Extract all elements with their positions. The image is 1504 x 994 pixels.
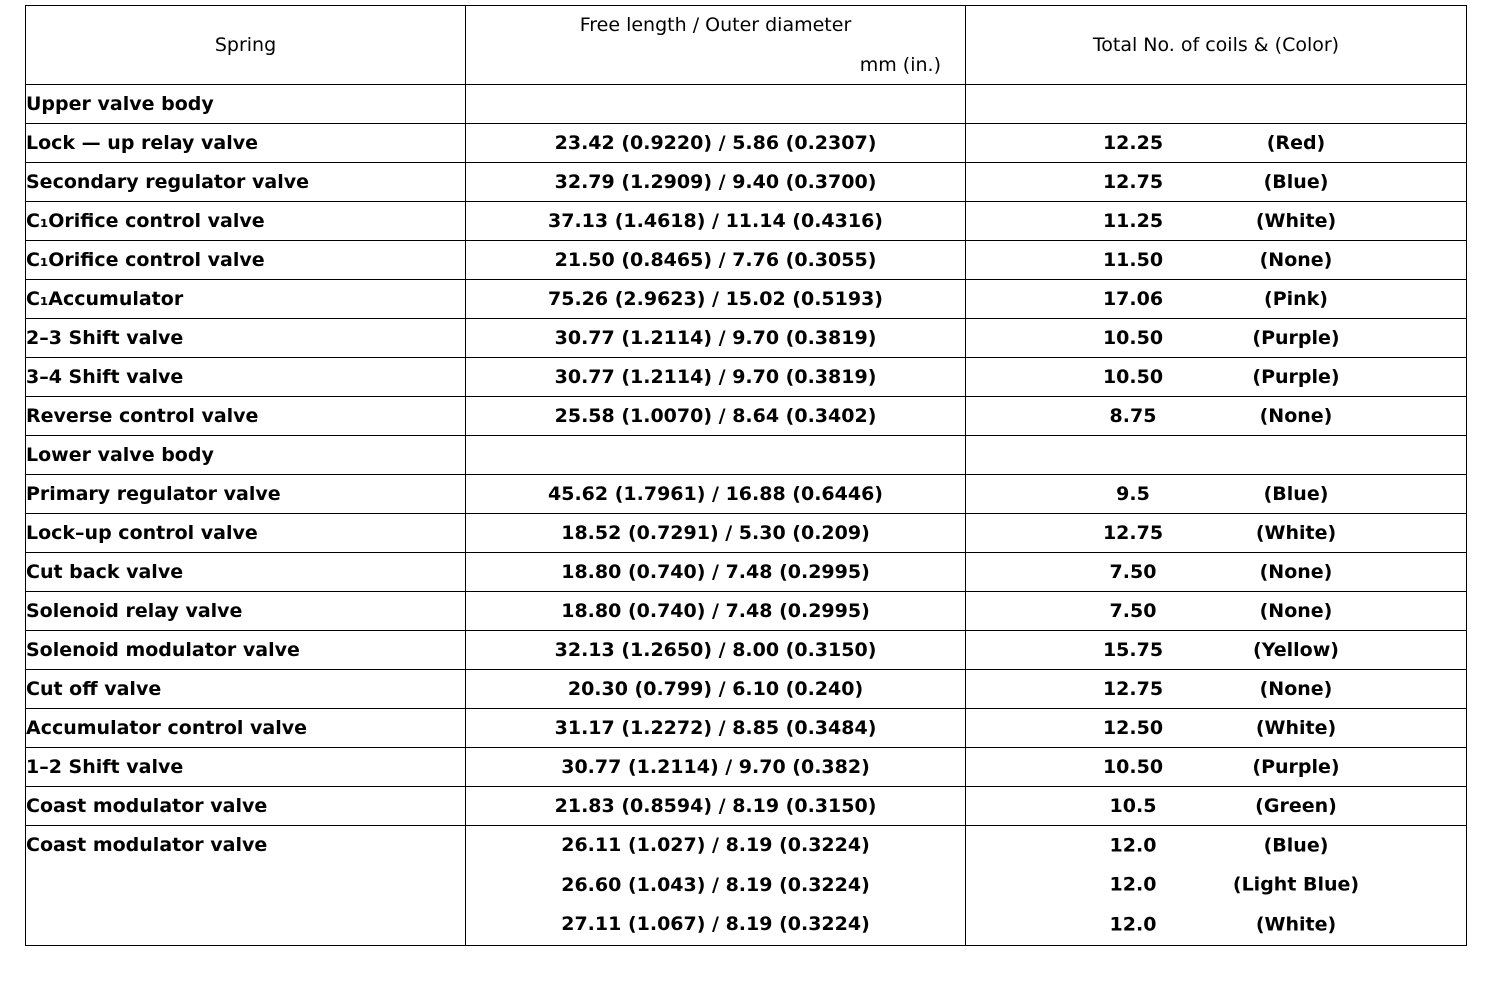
coil-count: 10.50 [1102, 756, 1164, 778]
free-length-diameter: 37.13 (1.4618) / 11.14 (0.4316) [466, 202, 966, 241]
spring-name: Reverse control valve [26, 397, 466, 436]
spring-name: Solenoid relay valve [26, 592, 466, 631]
free-length-diameter: 18.52 (0.7291) / 5.30 (0.209) [466, 514, 966, 553]
spring-color: (Pink) [1264, 288, 1328, 310]
header-spring: Spring [26, 6, 466, 85]
free-length-diameter: 30.77 (1.2114) / 9.70 (0.3819) [466, 358, 966, 397]
spring-name: Coast modulator valve [26, 787, 466, 826]
table-row [26, 826, 1467, 946]
dims-line: 27.11 (1.067) / 8.19 (0.3224) [561, 913, 870, 935]
coils-color-cell [966, 514, 1467, 553]
free-length-diameter [466, 826, 966, 946]
header-unit-label: mm (in.) [859, 54, 941, 76]
table-row [26, 124, 1467, 163]
spring-name: Solenoid modulator valve [26, 631, 466, 670]
spring-color: (None) [1259, 405, 1333, 427]
free-length-diameter: 21.50 (0.8465) / 7.76 (0.3055) [466, 241, 966, 280]
coils-color-cell [966, 826, 1467, 946]
free-length-diameter: 75.26 (2.9623) / 15.02 (0.5193) [466, 280, 966, 319]
table-row [26, 514, 1467, 553]
coil-count: 11.25 [1102, 210, 1164, 232]
section-title: Lower valve body [26, 436, 466, 475]
free-length-diameter: 32.79 (1.2909) / 9.40 (0.3700) [466, 163, 966, 202]
free-length-diameter: 25.58 (1.0070) / 8.64 (0.3402) [466, 397, 966, 436]
table-body [26, 85, 1467, 946]
spring-name: Cut back valve [26, 553, 466, 592]
coil-count: 10.50 [1102, 327, 1164, 349]
empty-cell [966, 436, 1467, 475]
coil-count: 7.50 [1109, 561, 1157, 583]
coil-line [966, 905, 1466, 945]
table-row [26, 358, 1467, 397]
coil-count: 10.50 [1102, 366, 1164, 388]
free-length-diameter: 18.80 (0.740) / 7.48 (0.2995) [466, 553, 966, 592]
spring-name: Accumulator control valve [26, 709, 466, 748]
free-length-diameter: 30.77 (1.2114) / 9.70 (0.382) [466, 748, 966, 787]
coil-count: 12.50 [1102, 717, 1164, 739]
coils-color-cell [966, 358, 1467, 397]
table-row [26, 280, 1467, 319]
section-row [26, 436, 1467, 475]
free-length-diameter: 45.62 (1.7961) / 16.88 (0.6446) [466, 475, 966, 514]
coils-color-cell [966, 670, 1467, 709]
coils-color-cell [966, 280, 1467, 319]
spring-color: (Blue) [1263, 834, 1329, 856]
spring-color: (White) [1255, 913, 1337, 935]
coil-count: 9.5 [1116, 483, 1150, 505]
free-length-diameter: 20.30 (0.799) / 6.10 (0.240) [466, 670, 966, 709]
table-row [26, 319, 1467, 358]
coil-count: 12.0 [1109, 834, 1157, 856]
table-row [26, 241, 1467, 280]
coils-color-cell [966, 475, 1467, 514]
spring-name: Lock — up relay valve [26, 124, 466, 163]
coils-color-cell [966, 748, 1467, 787]
spring-name: Cut off valve [26, 670, 466, 709]
spring-color: (None) [1259, 249, 1333, 271]
table-row [26, 631, 1467, 670]
header-free-length [466, 6, 966, 85]
spring-name: C₁Orifice control valve [26, 202, 466, 241]
table-row [26, 787, 1467, 826]
coil-count: 12.75 [1102, 522, 1164, 544]
free-length-diameter: 32.13 (1.2650) / 8.00 (0.3150) [466, 631, 966, 670]
spring-name: Lock–up control valve [26, 514, 466, 553]
coil-count: 12.25 [1102, 132, 1164, 154]
header-free-length-label: Free length / Outer diameter [579, 14, 852, 36]
coils-color-cell [966, 163, 1467, 202]
spring-name: C₁Accumulator [26, 280, 466, 319]
coil-count: 7.50 [1109, 600, 1157, 622]
header-row [26, 6, 1467, 85]
spring-color: (None) [1259, 600, 1333, 622]
coils-color-cell [966, 241, 1467, 280]
spring-name: Coast modulator valve [26, 826, 466, 946]
coil-line [966, 826, 1466, 866]
coil-count: 15.75 [1102, 639, 1164, 661]
table-row [26, 397, 1467, 436]
coil-count: 8.75 [1109, 405, 1157, 427]
free-length-diameter: 30.77 (1.2114) / 9.70 (0.3819) [466, 319, 966, 358]
table-row [26, 709, 1467, 748]
spring-name: 1–2 Shift valve [26, 748, 466, 787]
spring-color: (Blue) [1263, 171, 1329, 193]
free-length-diameter: 21.83 (0.8594) / 8.19 (0.3150) [466, 787, 966, 826]
dims-line: 26.60 (1.043) / 8.19 (0.3224) [561, 873, 870, 896]
coils-color-cell [966, 709, 1467, 748]
coils-color-cell [966, 592, 1467, 631]
spring-name: 2–3 Shift valve [26, 319, 466, 358]
free-length-diameter: 31.17 (1.2272) / 8.85 (0.3484) [466, 709, 966, 748]
coil-count: 12.75 [1102, 171, 1164, 193]
dims-line: 26.11 (1.027) / 8.19 (0.3224) [561, 834, 870, 856]
coil-count: 11.50 [1102, 249, 1164, 271]
empty-cell [466, 85, 966, 124]
coil-count: 12.75 [1102, 678, 1164, 700]
spring-color: (None) [1259, 561, 1333, 583]
spring-color: (Purple) [1252, 756, 1340, 778]
coil-count: 12.0 [1109, 873, 1157, 896]
coils-color-cell [966, 124, 1467, 163]
spring-name: Secondary regulator valve [26, 163, 466, 202]
empty-cell [466, 436, 966, 475]
coils-color-cell [966, 397, 1467, 436]
empty-cell [966, 85, 1467, 124]
coil-count: 17.06 [1102, 288, 1164, 310]
table-row [26, 592, 1467, 631]
spring-color: (White) [1255, 210, 1337, 232]
table-row [26, 748, 1467, 787]
header-coils-color: Total No. of coils & (Color) [966, 6, 1467, 85]
coil-count: 12.0 [1109, 913, 1157, 935]
free-length-diameter: 18.80 (0.740) / 7.48 (0.2995) [466, 592, 966, 631]
spring-color: (White) [1255, 522, 1337, 544]
free-length-diameter: 23.42 (0.9220) / 5.86 (0.2307) [466, 124, 966, 163]
coils-color-cell [966, 202, 1467, 241]
table-row [26, 202, 1467, 241]
spring-color: (Yellow) [1253, 639, 1339, 661]
spring-color: (Purple) [1252, 327, 1340, 349]
dims-stack [466, 826, 965, 945]
spring-color: (Red) [1266, 132, 1326, 154]
spring-name: 3–4 Shift valve [26, 358, 466, 397]
spring-spec-table [25, 5, 1467, 946]
coil-line [966, 866, 1466, 906]
table-row [26, 553, 1467, 592]
coil-count: 10.5 [1109, 795, 1157, 817]
table-row [26, 670, 1467, 709]
coils-color-cell [966, 319, 1467, 358]
coils-color-cell [966, 553, 1467, 592]
table-row [26, 163, 1467, 202]
section-row [26, 85, 1467, 124]
spring-color: (Blue) [1263, 483, 1329, 505]
spring-color: (Green) [1255, 795, 1337, 817]
spring-color: (Light Blue) [1232, 873, 1360, 896]
coils-color-cell [966, 631, 1467, 670]
table-row [26, 475, 1467, 514]
coils-color-cell [966, 787, 1467, 826]
spring-name: C₁Orifice control valve [26, 241, 466, 280]
spring-color: (None) [1259, 678, 1333, 700]
spring-color: (White) [1255, 717, 1337, 739]
section-title: Upper valve body [26, 85, 466, 124]
spring-color: (Purple) [1252, 366, 1340, 388]
spring-name: Primary regulator valve [26, 475, 466, 514]
